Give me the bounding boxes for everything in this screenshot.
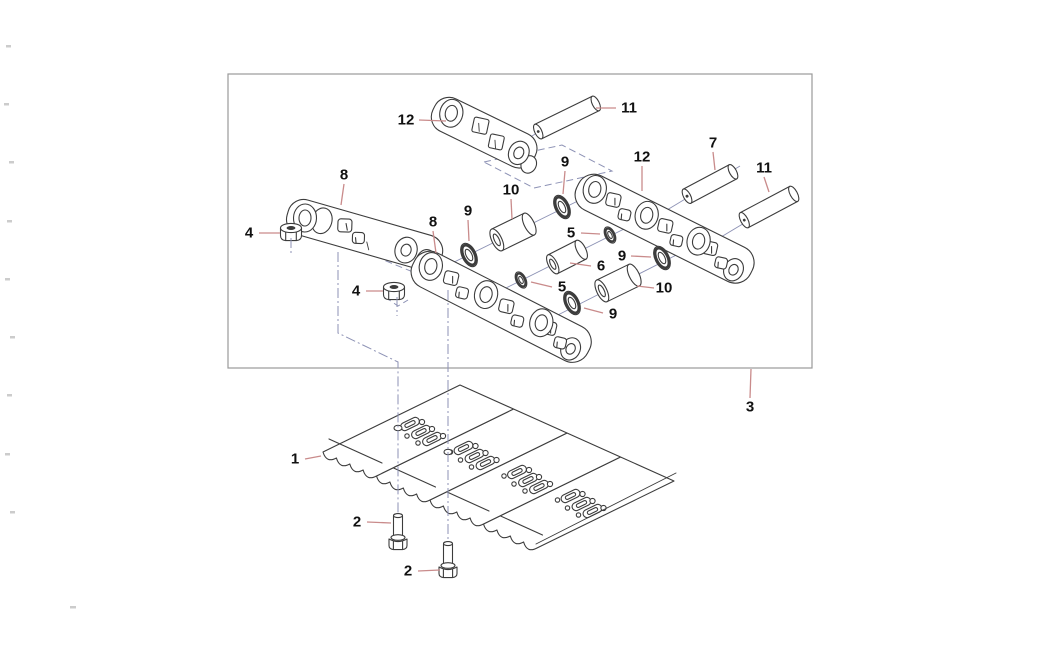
callout-leader-9	[468, 220, 469, 241]
callout-label-12: 12	[633, 148, 651, 166]
ring-5-a	[602, 225, 618, 245]
callout-label-9: 9	[463, 202, 473, 220]
callout-leader-11	[764, 177, 769, 192]
bushing-10-a	[487, 211, 539, 253]
track-shoe-group	[323, 385, 676, 550]
seal-9-b	[550, 193, 574, 222]
callout-label-8: 8	[428, 213, 438, 231]
callout-leader-10	[511, 199, 512, 219]
callout-label-5: 5	[566, 224, 576, 242]
callout-label-4: 4	[351, 282, 361, 300]
callout-leader-5	[531, 282, 552, 287]
callout-label-8: 8	[339, 166, 349, 184]
track-pin-11-top	[532, 95, 603, 141]
callout-leader-8	[341, 184, 344, 205]
callout-label-10: 10	[655, 279, 673, 297]
track-pin-7	[680, 163, 740, 205]
callout-leader-1	[305, 456, 321, 459]
callout-leader-9	[631, 256, 651, 257]
bolt-2-a	[389, 514, 407, 550]
callout-label-9: 9	[617, 247, 627, 265]
callout-label-1: 1	[290, 450, 300, 468]
callout-leader-9	[584, 308, 603, 313]
callout-label-10: 10	[502, 181, 520, 199]
callout-leader-2	[418, 570, 440, 571]
nut-4-b	[384, 282, 405, 299]
scan-artifacts	[4, 45, 76, 609]
callout-leader-3	[750, 369, 751, 398]
callout-label-9: 9	[608, 305, 618, 323]
callout-label-4: 4	[244, 224, 254, 242]
callout-label-2: 2	[352, 513, 362, 531]
callout-label-11: 11	[756, 159, 772, 177]
spacer-6	[544, 238, 590, 275]
callout-leader-2	[367, 522, 391, 523]
callout-label-3: 3	[745, 398, 755, 416]
callout-label-7: 7	[708, 134, 718, 152]
callout-label-6: 6	[596, 257, 606, 275]
callout-leader-9	[563, 171, 565, 194]
callout-leader-10	[637, 286, 654, 288]
bolt-2-b	[439, 542, 457, 578]
callout-label-9: 9	[560, 153, 570, 171]
callout-label-2: 2	[403, 562, 413, 580]
callout-leader-5	[581, 233, 600, 234]
callout-leader-7	[713, 152, 715, 170]
ring-5-b	[513, 270, 529, 290]
callout-label-12: 12	[397, 111, 415, 129]
callout-label-5: 5	[557, 278, 567, 296]
callout-label-11: 11	[621, 99, 637, 117]
